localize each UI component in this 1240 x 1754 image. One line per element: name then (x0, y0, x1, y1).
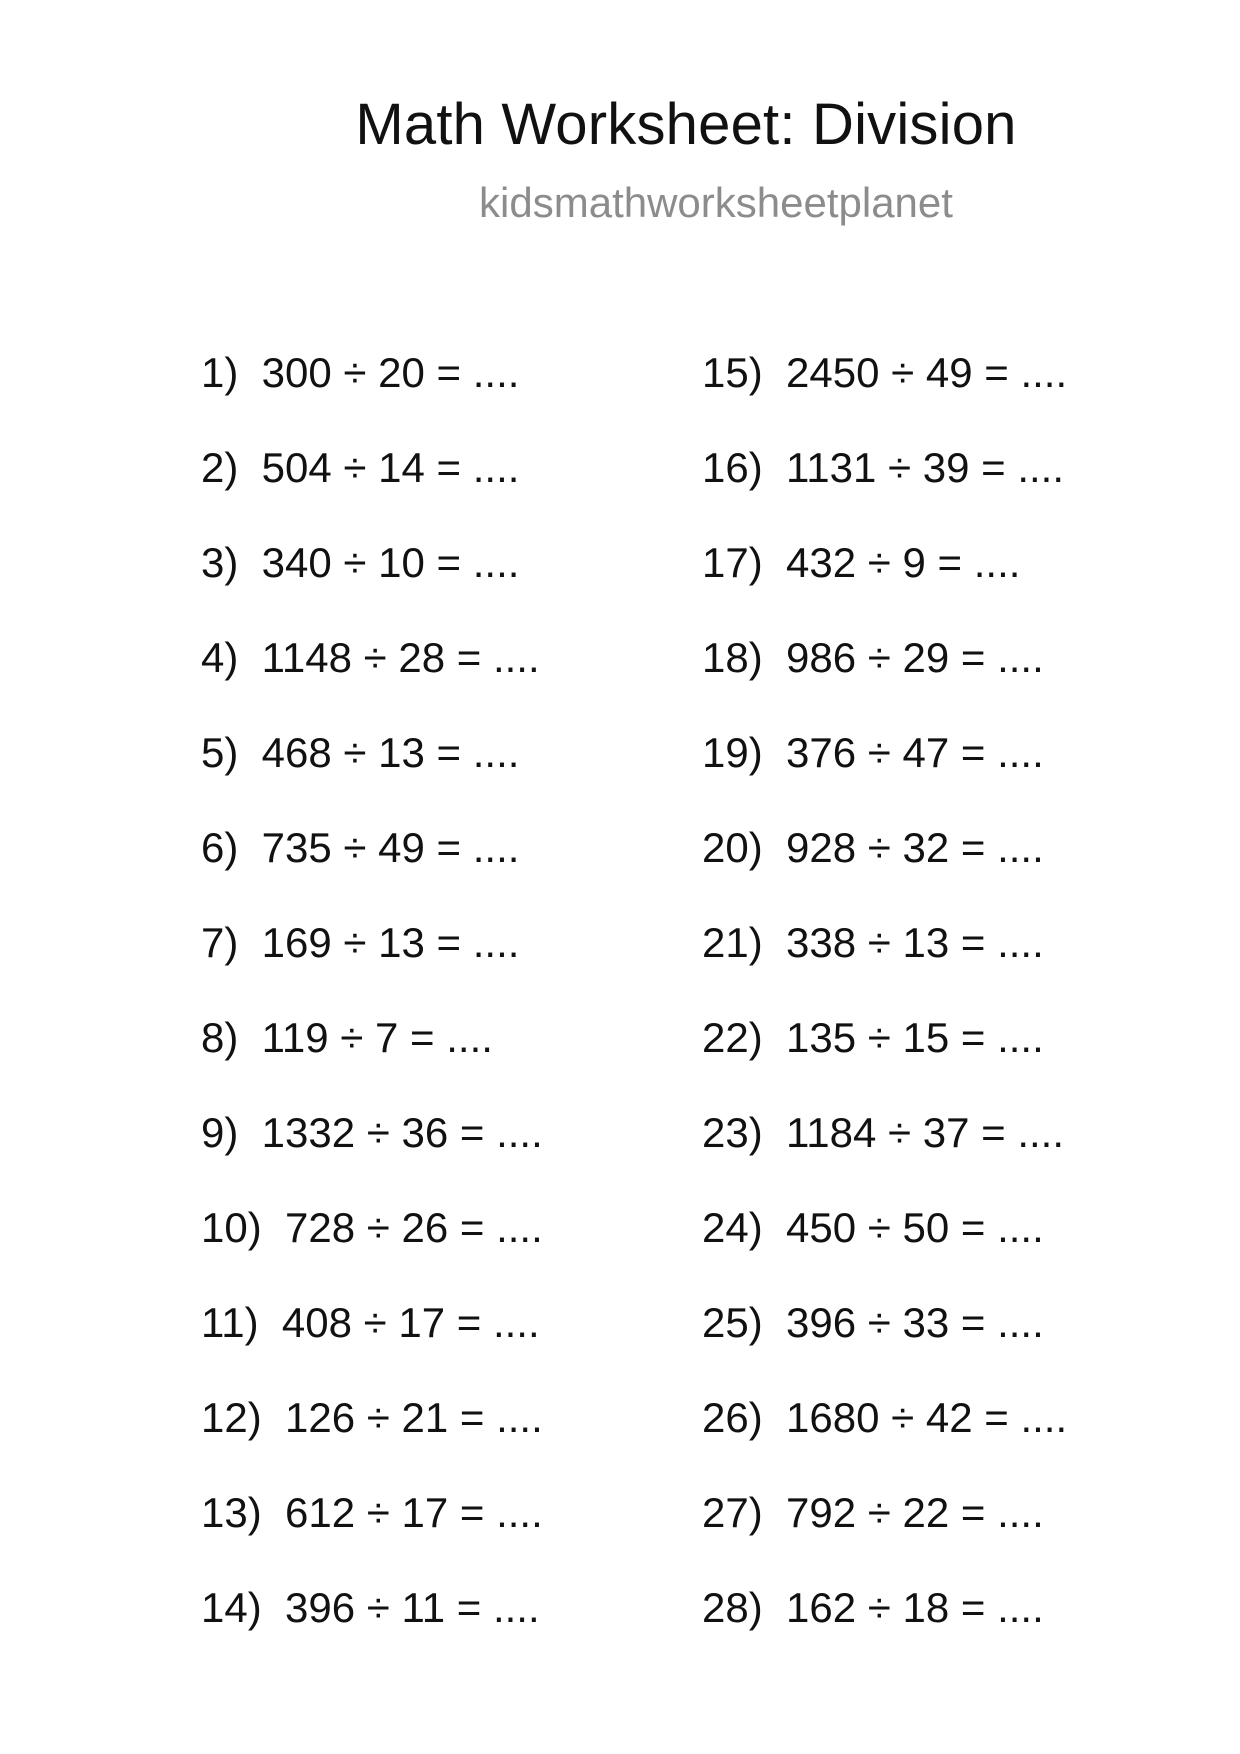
problem-12: 12) 126 ÷ 21 = .... (201, 1394, 543, 1441)
problem-13: 13) 612 ÷ 17 = .... (201, 1489, 543, 1536)
problem-7: 7) 169 ÷ 13 = .... (201, 919, 520, 966)
problem-10: 10) 728 ÷ 26 = .... (201, 1204, 543, 1251)
problem-3: 3) 340 ÷ 10 = .... (201, 539, 520, 586)
problem-15: 15) 2450 ÷ 49 = .... (702, 349, 1068, 396)
problem-24: 24) 450 ÷ 50 = .... (702, 1204, 1044, 1251)
worksheet-title: Math Worksheet: Division (355, 92, 1017, 157)
problem-17: 17) 432 ÷ 9 = .... (702, 539, 1021, 586)
problem-1: 1) 300 ÷ 20 = .... (201, 349, 520, 396)
problem-28: 28) 162 ÷ 18 = .... (702, 1584, 1044, 1631)
problem-6: 6) 735 ÷ 49 = .... (201, 824, 520, 871)
problem-5: 5) 468 ÷ 13 = .... (201, 729, 520, 776)
problem-19: 19) 376 ÷ 47 = .... (702, 729, 1044, 776)
problem-4: 4) 1148 ÷ 28 = .... (201, 634, 540, 681)
problem-14: 14) 396 ÷ 11 = .... (201, 1584, 540, 1631)
worksheet-subtitle: kidsmathworksheetplanet (479, 179, 953, 226)
problem-18: 18) 986 ÷ 29 = .... (702, 634, 1044, 681)
problem-16: 16) 1131 ÷ 39 = .... (702, 444, 1065, 491)
problem-11: 11) 408 ÷ 17 = .... (201, 1299, 540, 1346)
problem-26: 26) 1680 ÷ 42 = .... (702, 1394, 1068, 1441)
problem-27: 27) 792 ÷ 22 = .... (702, 1489, 1044, 1536)
problem-8: 8) 119 ÷ 7 = .... (201, 1014, 493, 1061)
problem-23: 23) 1184 ÷ 37 = .... (702, 1109, 1065, 1156)
problem-25: 25) 396 ÷ 33 = .... (702, 1299, 1044, 1346)
problem-2: 2) 504 ÷ 14 = .... (201, 444, 520, 491)
problem-20: 20) 928 ÷ 32 = .... (702, 824, 1044, 871)
problem-9: 9) 1332 ÷ 36 = .... (201, 1109, 543, 1156)
problem-22: 22) 135 ÷ 15 = .... (702, 1014, 1044, 1061)
problem-column-right (702, 349, 1068, 1682)
problem-21: 21) 338 ÷ 13 = .... (702, 919, 1044, 966)
problem-column-left (201, 349, 543, 1682)
